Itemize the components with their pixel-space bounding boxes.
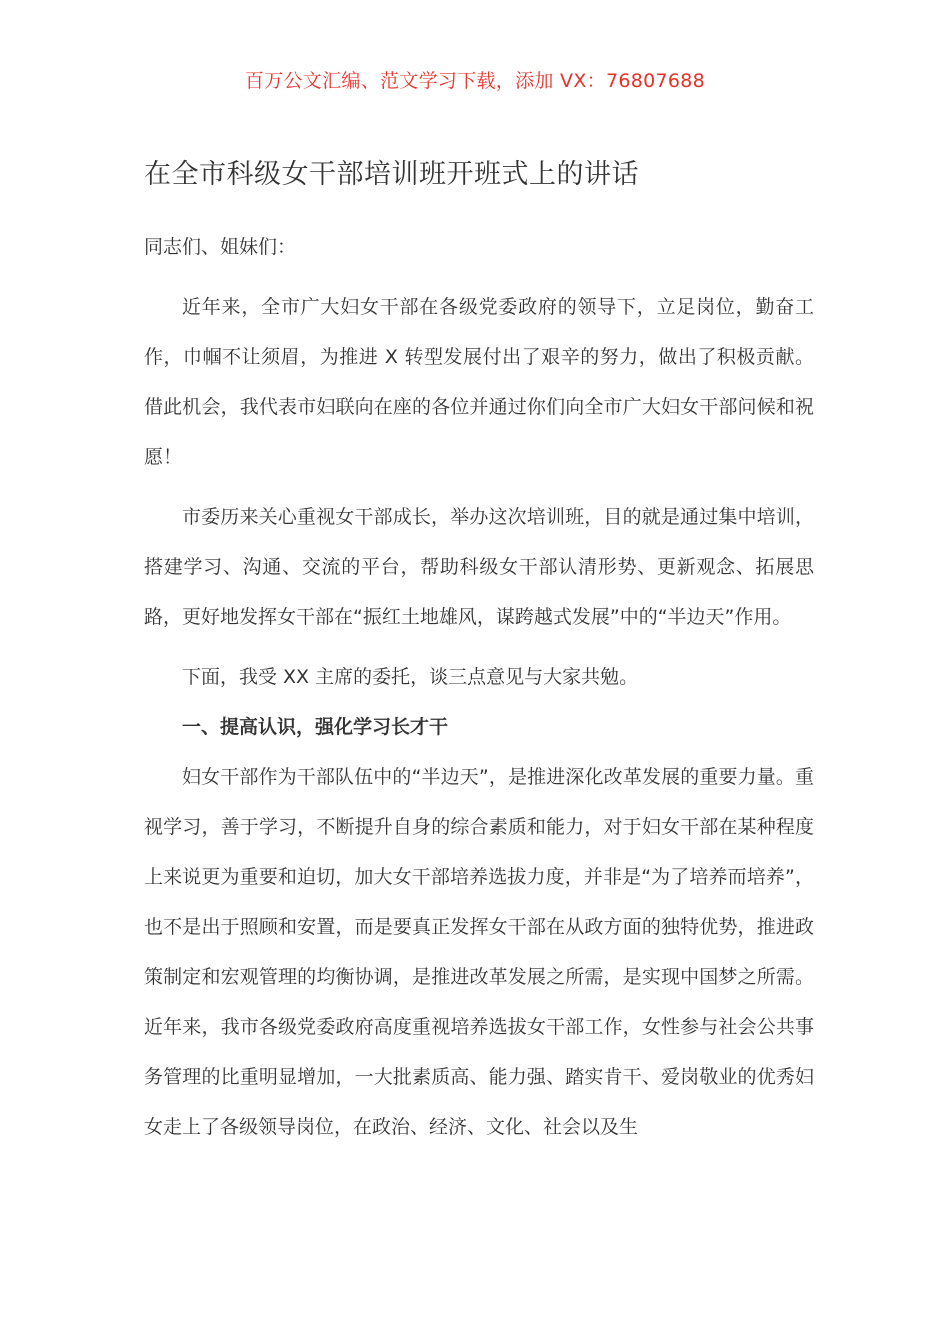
section-heading-1: 一、提高认识，强化学习长才干: [182, 716, 449, 738]
paragraph-section-1: 妇女干部作为干部队伍中的“半边天”，是推进深化改革发展的重要力量。重视学习，善于学习，不断提升自身的综合素质和能力，对于妇女干部在某种程度上来说更为重要和迫切，加大女干部培养选拔力度，并非是“为了培养而培养”，也不是出于照顾和安置，而是要真正发挥女干部在从政方面的独特优势，推进政策制定和宏观管理的均衡协调，是推进改革发展之所需，是实现中国梦之所需。近年来，我市各级党委政府高度重视培养选拔女干部工作，女性参与社会公共事务管理的比重明显增加，一大批素质高、能力强、踏实肯干、爱岗敬业的优秀妇女走上了各级领导岗位，在政治、经济、文化、社会以及生: [144, 766, 814, 1138]
paragraph-outline: 下面，我受 XX 主席的委托，谈三点意见与大家共勉。: [182, 666, 639, 688]
salutation: 同志们、姐妹们：: [144, 236, 297, 258]
header-banner: 百万公文汇编、范文学习下载，添加 VX：76807688: [244, 70, 706, 92]
paragraph-training-purpose: 市委历来关心重视女干部成长，举办这次培训班，目的就是通过集中培训，搭建学习、沟通、交流的平台，帮助科级女干部认清形势、更新观念、拓展思路，更好地发挥女干部在“振红土地雄风，谋跨越式发展”中的“半边天”作用。: [144, 506, 814, 628]
document-body: [144, 222, 814, 1152]
document-title: 在全市科级女干部培训班开班式上的讲话: [144, 159, 639, 190]
paragraph-intro: 近年来，全市广大妇女干部在各级党委政府的领导下，立足岗位，勤奋工作，巾帼不让须眉，为推进 X 转型发展付出了艰辛的努力，做出了积极贡献。借此机会，我代表市妇联向在座的各位并通过你们向全市广大妇女干部问候和祝愿！: [144, 296, 814, 468]
